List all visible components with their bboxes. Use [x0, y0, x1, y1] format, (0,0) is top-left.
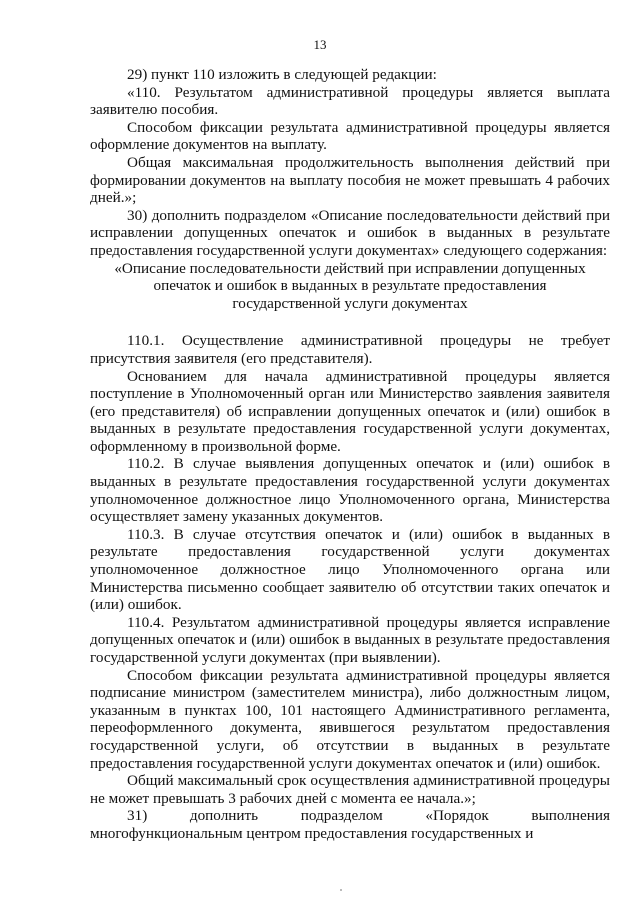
paragraph-110-3: 110.3. В случае отсутствия опечаток и (или) ошибок в выданных в результате предоставления государственной услуги документах уполномоченное должностное лицо Уполномоченного органа или Министерства письменно сообщает заявителю об отсутствии таких опечаток и (или) ошибок.	[90, 525, 610, 614]
paragraph-max-term: Общий максимальный срок осуществления административной процедуры не может превышать 3 рабочих дней с момента ее начала.»;	[90, 772, 610, 807]
paragraph-110-1: 110.1. Осуществление административной процедуры не требует присутствия заявителя (его представителя).	[90, 332, 610, 367]
document-body	[90, 66, 610, 843]
paragraph-fixation: Способом фиксации результата административной процедуры является оформление документов на выплату.	[90, 118, 610, 154]
paragraph-fixation-2: Способом фиксации результата административной процедуры является подписание министром (заместителем министра), либо должностным лицом, указанным в пунктах 100, 101 настоящего Административного регламента, переоформленного документа, явившегося результатом предоставления государственной услуги, об отсутствии в выданных в результате предоставления государственной услуги документах опечаток и (или) ошибок.	[90, 666, 610, 772]
paragraph-110-2: 110.2. В случае выявления допущенных опечаток и (или) ошибок в выданных в результате предоставления государственной услуги документах уполномоченное должностное лицо Уполномоченного органа, Министерства осуществляет замену указанных документов.	[90, 455, 610, 526]
scan-speck	[340, 889, 342, 891]
subsection-heading: «Описание последовательности действий при исправлении допущенных опечаток и ошибок в выданных в результате предоставления государственной услуги документах	[114, 259, 586, 312]
paragraph-duration: Общая максимальная продолжительность выполнения действий при формировании документов на выплату пособия не может превышать 4 рабочих дней.»;	[90, 153, 610, 207]
paragraph-110: «110. Результатом административной процедуры является выплата заявителю пособия.	[90, 83, 610, 119]
paragraph-110-4: 110.4. Результатом административной процедуры является исправление допущенных опечаток и (или) ошибок в выданных в результате предоставления государственной услуги документах (при выявлении).	[90, 613, 610, 666]
page-number: 13	[313, 37, 327, 52]
paragraph-31: 31) дополнить подразделом «Порядок выполнения многофункциональным центром предоставления государственных и	[90, 807, 610, 842]
paragraph-basis: Основанием для начала административной процедуры является поступление в Уполномоченный орган или Министерство заявления заявителя (его представителя) об исправлении допущенных опечаток и (или) ошибок в выданных в результате предоставления государственной услуги документах, оформленному в произвольной форме.	[90, 367, 610, 455]
spacer	[90, 312, 610, 332]
paragraph-30: 30) дополнить подразделом «Описание последовательности действий при исправлении допущенных опечаток и ошибок в выданных в результате предоставления государственной услуги документах» следующего содержания:	[90, 206, 610, 259]
paragraph-29: 29) пункт 110 изложить в следующей редакции:	[127, 66, 437, 83]
